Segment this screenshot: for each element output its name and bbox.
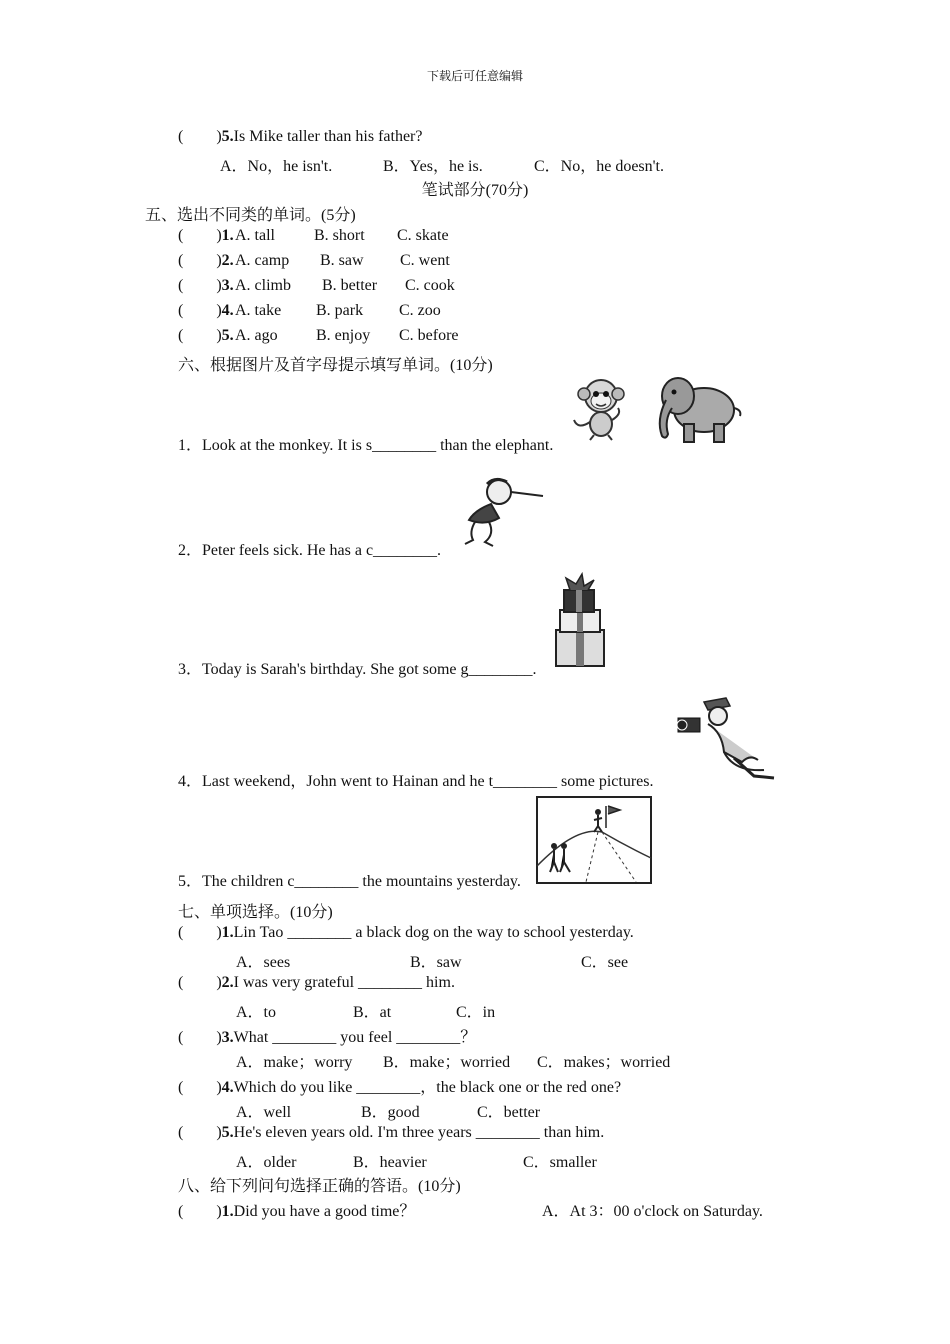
question-row: ( )5.Is Mike taller than his father? <box>178 128 423 145</box>
option-c: C．smaller <box>523 1154 597 1171</box>
fill-item-1: 1．Look at the monkey. It is s________ than the elephant. <box>178 437 554 454</box>
written-part-title: 笔试部分(70分) <box>421 182 529 199</box>
option-b: B．good <box>361 1104 420 1121</box>
section-8-title: 八、给下列问句选择正确的答语。(10分) <box>178 1178 461 1195</box>
option-c: C．see <box>581 954 629 971</box>
choice-question: ( )1.Lin Tao ________ a black dog on the way to school yesterday. <box>178 924 634 941</box>
choice-question: ( )5.He's eleven years old. I'm three years ________ than him. <box>178 1124 605 1141</box>
option-b: B. short <box>314 227 365 244</box>
option-c: C. zoo <box>399 302 441 319</box>
option-c: C．makes；worried <box>537 1054 671 1071</box>
option-b: B．make；worried <box>383 1054 511 1071</box>
option-a: A. camp <box>235 252 290 269</box>
option-a: A．well <box>236 1104 292 1121</box>
mountain-climbing-picture <box>536 796 652 884</box>
option-b: B. saw <box>320 252 364 269</box>
option-b: B. better <box>322 277 378 294</box>
option-c: C. cook <box>405 277 455 294</box>
monkey-picture <box>570 372 632 442</box>
option-c: C．No，he doesn't. <box>534 158 664 175</box>
gifts-picture <box>548 572 610 672</box>
option-b: B．Yes，he is. <box>383 158 483 175</box>
option-c: C. went <box>400 252 450 269</box>
classify-item: ( )5. <box>178 327 234 344</box>
option-c: C. skate <box>397 227 449 244</box>
option-a: A．make；worry <box>236 1054 353 1071</box>
classify-item: ( )4. <box>178 302 234 319</box>
option-a: A．to <box>236 1004 277 1021</box>
option-c: C．in <box>456 1004 496 1021</box>
classify-item: ( )1. <box>178 227 234 244</box>
choice-question: ( )3.What ________ you feel ________？ <box>178 1029 477 1046</box>
fill-item-3: 3．Today is Sarah's birthday. She got some g________. <box>178 661 537 678</box>
photographer-picture <box>674 692 780 782</box>
answer-option: A．At 3：00 o'clock on Saturday. <box>542 1203 763 1220</box>
classify-item: ( )2. <box>178 252 234 269</box>
page-header: 下载后可任意编辑 <box>426 69 523 83</box>
choice-question: ( )4.Which do you like ________，the black one or the red one? <box>178 1079 622 1096</box>
fill-item-2: 2．Peter feels sick. He has a c________. <box>178 542 442 559</box>
option-a: A．older <box>236 1154 297 1171</box>
option-a: A. ago <box>235 327 278 344</box>
option-a: A. take <box>235 302 282 319</box>
fill-item-5: 5．The children c________ the mountains yesterday. <box>178 873 521 890</box>
option-a: A. tall <box>235 227 275 244</box>
choice-question: ( )2.I was very grateful ________ him. <box>178 974 455 991</box>
question-row: ( )1.Did you have a good time？ <box>178 1203 416 1220</box>
option-b: B．saw <box>410 954 462 971</box>
section-7-title: 七、单项选择。(10分) <box>178 904 333 921</box>
option-b: B. enjoy <box>316 327 371 344</box>
option-c: C. before <box>399 327 459 344</box>
elephant-picture <box>652 370 746 448</box>
option-c: C．better <box>477 1104 541 1121</box>
section-6-title: 六、根据图片及首字母提示填写单词。(10分) <box>178 357 493 374</box>
option-b: B．heavier <box>353 1154 427 1171</box>
fill-item-4: 4．Last weekend，John went to Hainan and he t________ some pictures. <box>178 773 654 790</box>
classify-item: ( )3. <box>178 277 234 294</box>
option-a: A. climb <box>235 277 291 294</box>
option-a: A．sees <box>236 954 291 971</box>
option-b: B. park <box>316 302 364 319</box>
option-b: B．at <box>353 1004 392 1021</box>
option-a: A．No，he isn't. <box>220 158 333 175</box>
section-5-title: 五、选出不同类的单词。(5分) <box>145 207 356 224</box>
sick-boy-picture <box>455 476 547 550</box>
